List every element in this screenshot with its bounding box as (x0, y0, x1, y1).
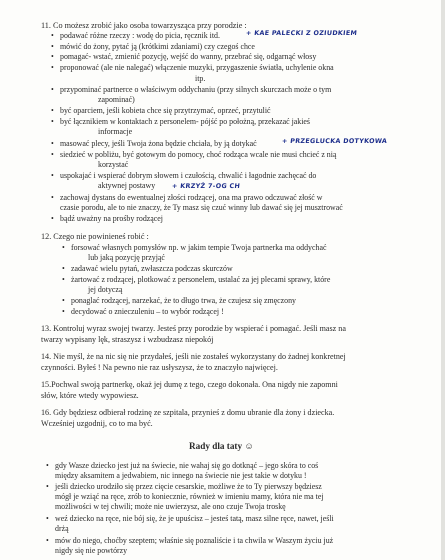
scan-edge (441, 0, 445, 560)
q11-bullet-3: • pomagać- wstać, zmienić pozycję, wejść do wanny, przebrać się, odgarnąć włosy (60, 52, 316, 63)
q11-bullet-11: • zachowaj dystans do ewentualnej złości rodzącej, ona ma prawo odczuwać złość w (60, 193, 322, 204)
q11-title: 11. Co możesz zrobić jako osoba towarzysząca przy porodzie : (41, 21, 247, 30)
tip-1: • gdy Wasze dziecko jest już na świecie, nie wahaj się go dotknąć – jego skóra to coś (55, 461, 318, 472)
q11-bullet-9-cont: korzystać (98, 160, 129, 169)
handwritten-note-2: + PRZEGLUCKA DOTYKOWA (281, 137, 388, 145)
q11-bullet-8: • masować plecy, jeśli Twoja żona będzie chciała, by ją dotykać (60, 139, 257, 150)
tip-1-cont: między aksamitem a jedwabiem, nic innego na świecie nie jest takie w dotyku ! (55, 471, 307, 480)
q11-bullet-4-cont: itp. (195, 74, 206, 83)
p14-line-1: 14. Nie myśl, że na nic się nie przydałeś, jeśli nie zostałeś wykorzystany do żadnej konkretnej (41, 352, 346, 361)
section-title (189, 441, 254, 451)
tip-3-cont: drżą (55, 524, 69, 533)
q11-bullet-5-cont: zapominać) (98, 95, 135, 104)
p13-line-2: twarzy wypisany lęk, straszysz i wzbudzasz niepokój (41, 335, 214, 344)
section-title-text: Rady dla taty (189, 441, 243, 451)
q11-bullet-10-cont: aktywnej postawy (98, 181, 156, 190)
q11-bullet-9: • siedzieć w pobliżu, być gotowym do pomocy, choć rodząca wcale nie musi chcieć z nią (60, 150, 336, 161)
q11-bullet-12: • bądź uważny na prośby rodzącej (60, 214, 163, 225)
handwritten-note-1: + KAE PALECKI Z OZIUDKIEM (245, 29, 358, 37)
q11-bullet-5: • przypominać partnerce o właściwym oddychaniu (przy silnych skurczach może o tym (60, 85, 331, 96)
q12-bullet-1-cont: lub jaką pozycję przyjąć (88, 253, 165, 262)
q11-bullet-7-cont: informacje (98, 127, 133, 136)
tip-4-cont: nigdy się nie powtórzy (55, 546, 128, 555)
q12-bullet-3: • żartować z rodzącej, plotkować z personelem, ustalać za jej plecami sprawy, które (71, 275, 330, 286)
q11-bullet-4: • proponować (ale nie nalegać) włączenie muzyki, przygaszenie światła, uchylenie okna (60, 63, 334, 74)
q12-bullet-2: • zadawać wielu pytań, zwłaszcza podczas skurczów (71, 264, 233, 275)
p13-line-1: 13. Kontroluj wyraz swojej twarzy. Jesteś przy porodzie by wspierać i pomagać. Jeśli masz na (41, 324, 346, 333)
p14-line-2: czynności. Byłeś ! Na pewno nie raz usłyszysz, że to znaczyło najwięcej. (41, 363, 278, 372)
q11-bullet-6: • być oparciem, jeśli kobieta chce się przytrzymać, oprzeć, przytulić (60, 106, 271, 117)
q11-bullet-11-cont: czasie porodu, ale to nie znaczy, że Ty masz się czuć winny lub dawać się jej musztrować (60, 203, 343, 212)
q12-bullet-5: • decydować o znieczuleniu – to wybór rodzącej ! (71, 307, 224, 318)
tip-2-cont-1: mógł je wziąć na ręce, zrób to koniecznie, również w imieniu mamy, która nie ma tej (55, 492, 324, 501)
q11-bullet-7: • być łącznikiem w kontaktach z personelem- pójść po położną, przekazać jakieś (60, 117, 310, 128)
tip-2: • jeśli dziecko urodziło się przez cięcie cesarskie, możliwe że to Ty pierwszy będziesz (55, 482, 322, 493)
q12-bullet-1: • forsować własnych pomysłów np. w jakim tempie Twoja partnerka ma oddychać (71, 243, 326, 254)
tip-3: • weź dziecko na ręce, nie bój się, że je upuścisz – jesteś tatą, masz silne ręce, nawet, jeśli (55, 514, 334, 525)
p16-line-1: 16. Gdy będziesz odbierał rodzinę ze szpitala, przynieś z domu ubranie dla żony i dziecka. (41, 408, 335, 417)
p15-line-1: 15.Pochwal swoją partnerkę, okaż jej dumę z tego, czego dokonała. Ona nigdy nie zapomni (41, 380, 338, 389)
p15-line-2: słów, które wtedy wypowiesz. (41, 391, 139, 400)
p16-line-2: Wcześniej uzgodnij, co to ma być. (41, 419, 153, 428)
q11-bullet-2: • mówić do żony, pytać ją (krótkimi zdaniami) czy czegoś chce (60, 42, 255, 53)
q11-bullet-1: • podawać różne rzeczy : wodę do picia, ręcznik itd. (60, 31, 220, 42)
q11-bullet-10: • uspokajać i wspierać dobrym słowem i czułością, chwalić i łagodnie zachęcać do (60, 171, 316, 182)
tip-2-cont-2: możliwości w tej chwili; może nie uwierzysz, ale ono czuje Twoja troskę (55, 502, 286, 511)
q12-title: 12. Czego nie powinieneś robić : (41, 232, 149, 241)
q12-bullet-4: • ponaglać rodzącej, narzekać, że to długo trwa, że czujesz się zmęczony (71, 296, 296, 307)
q12-bullet-3-cont: jej dotyczą (88, 285, 123, 294)
tip-4: • mów do niego, choćby szeptem; właśnie się poznaliście i ta chwila w Waszym życiu już (55, 536, 333, 547)
handwritten-note-3: + KRZYŻ 7-OG CH (171, 182, 241, 190)
smiley-icon: ☺ (244, 441, 254, 451)
